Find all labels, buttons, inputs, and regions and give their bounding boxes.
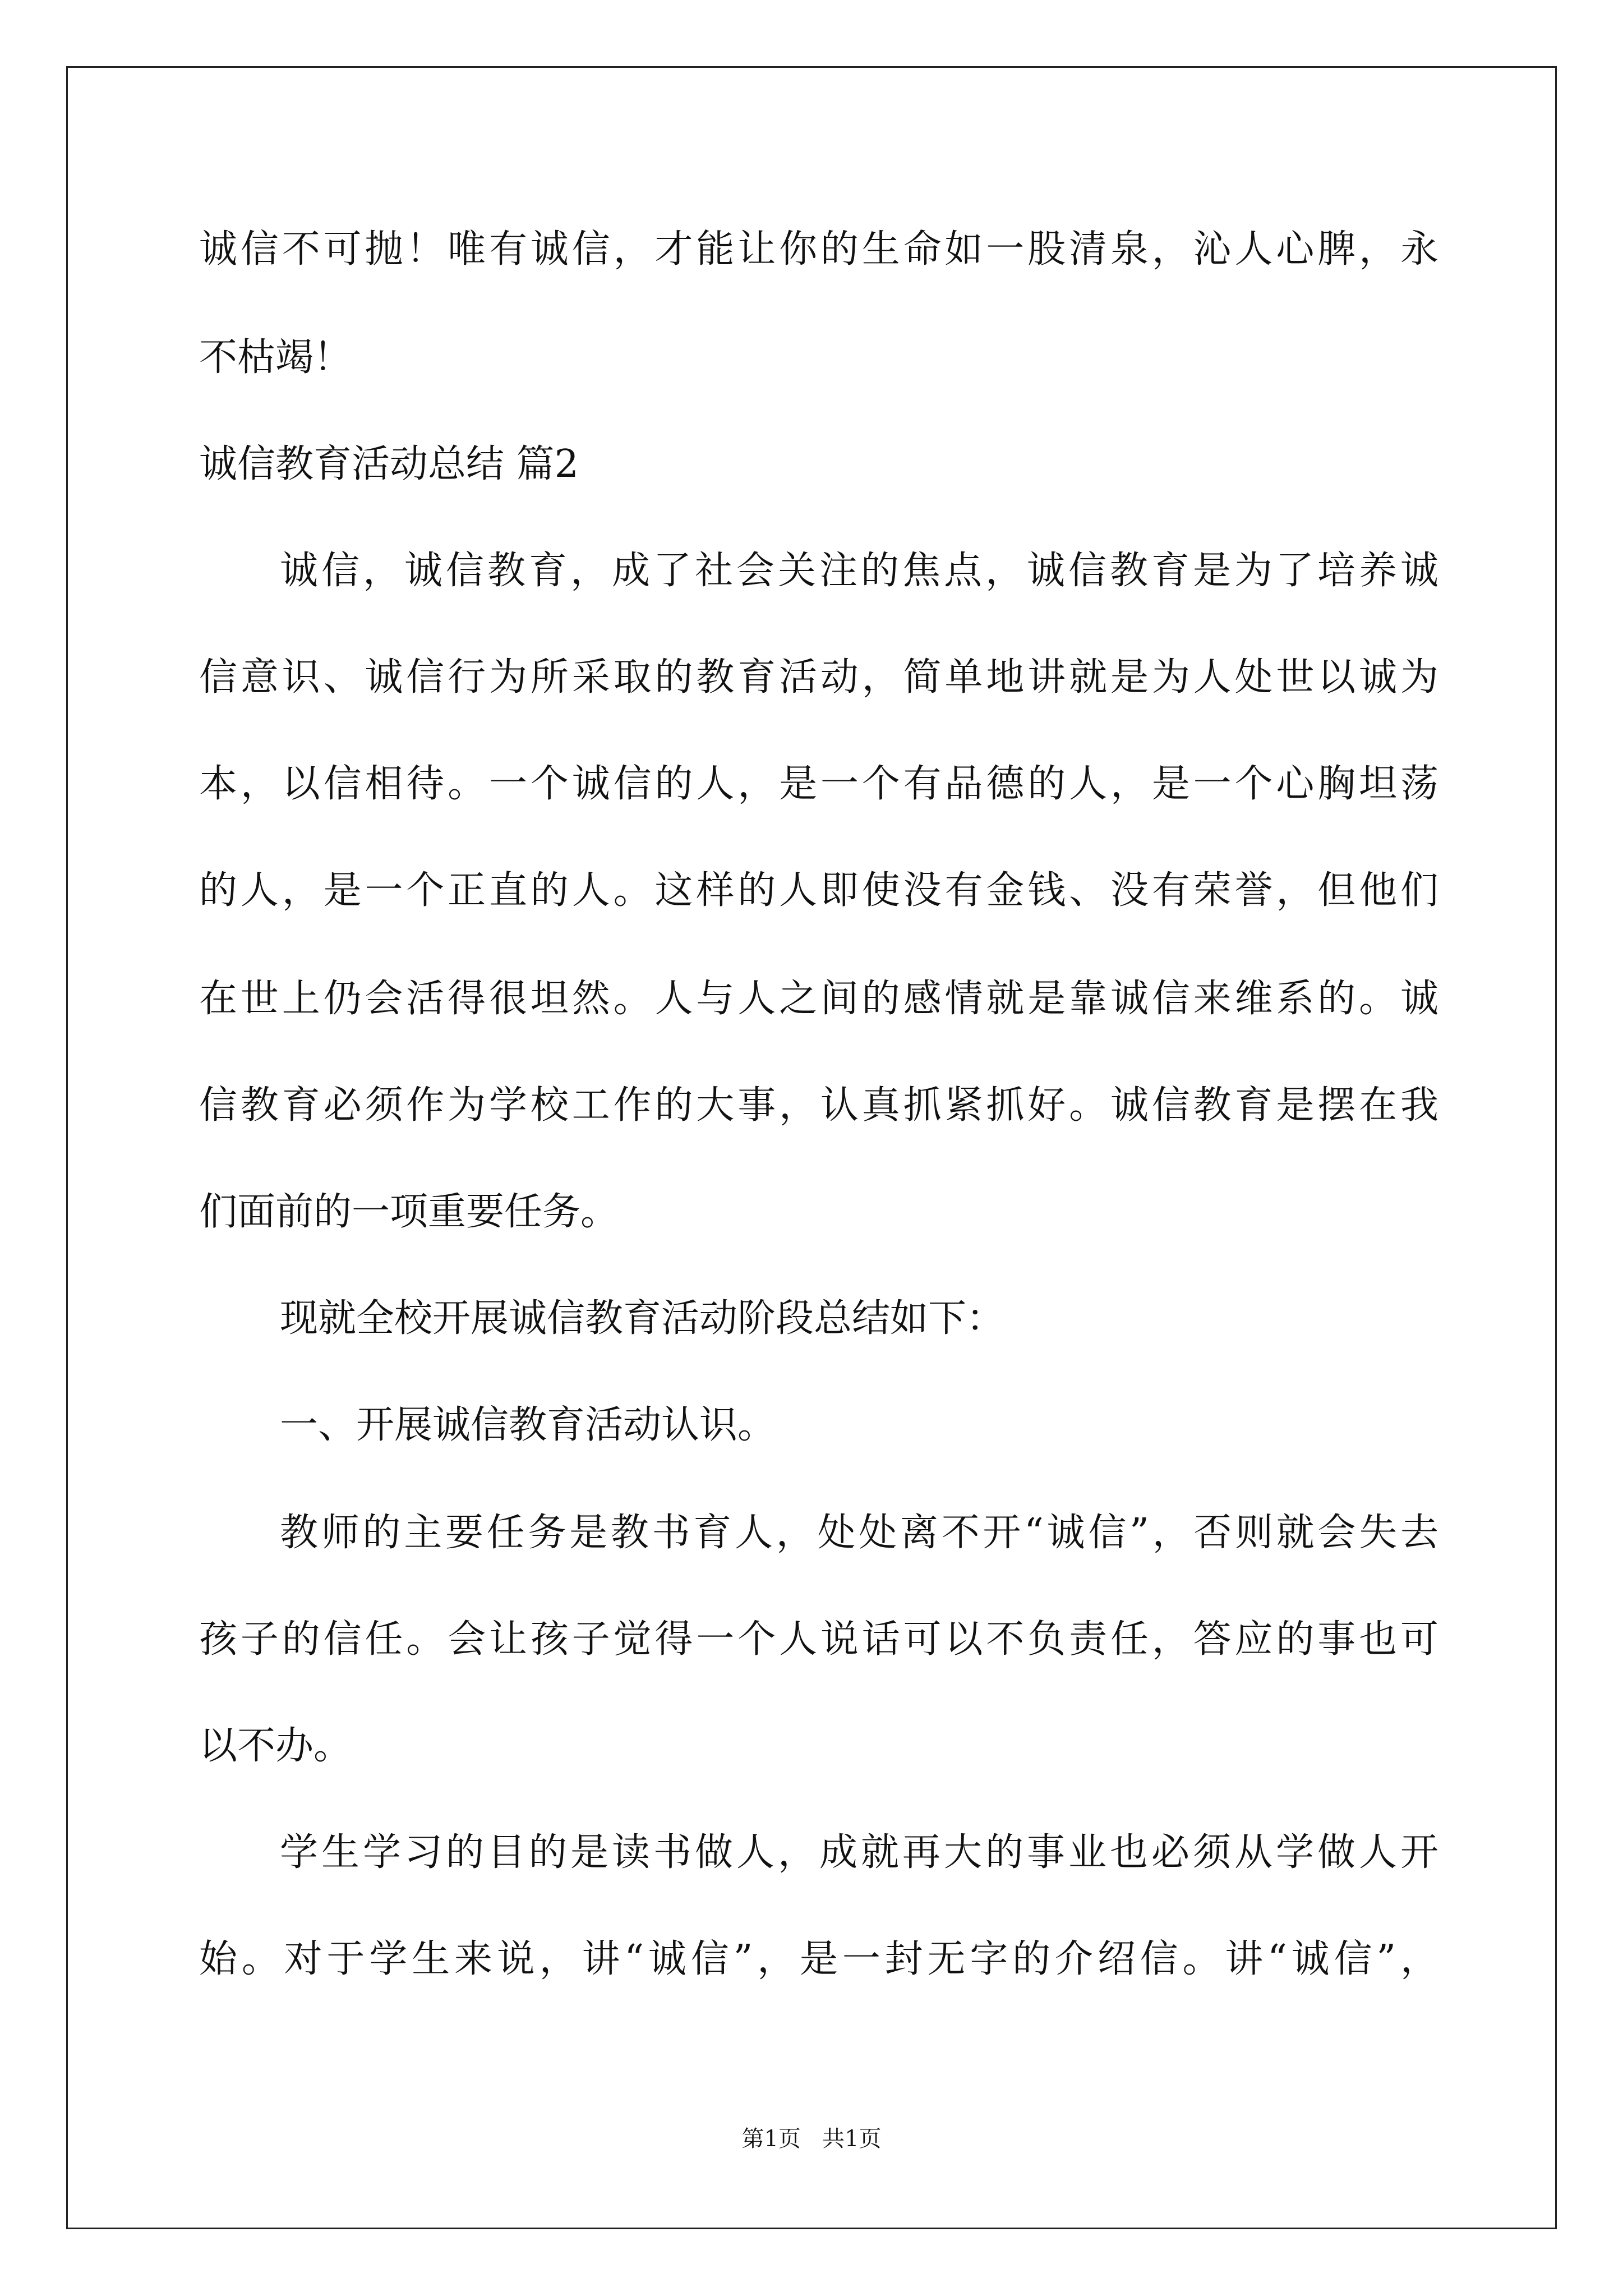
- paragraph-line: 诚信不可抛！唯有诚信，才能让你的生命如一股清泉，沁人心脾，永: [199, 227, 1438, 272]
- page-footer: 第1页 共1页: [741, 2126, 882, 2152]
- paragraph-line: 以不办。: [199, 1724, 352, 1768]
- paragraph-line: 的人，是一个正直的人。这样的人即使没有金钱、没有荣誉，但他们: [199, 868, 1438, 913]
- paragraph-line: 现就全校开展诚信教育活动阶段总结如下：: [280, 1296, 1005, 1341]
- paragraph-line: 不枯竭！: [199, 335, 352, 380]
- paragraph-line: 孩子的信任。会让孩子觉得一个人说话可以不负责任，答应的事也可: [199, 1617, 1438, 1662]
- paragraph-line: 在世上仍会活得很坦然。人与人之间的感情就是靠诚信来维系的。诚: [199, 977, 1438, 1021]
- paragraph-line: 学生学习的目的是读书做人，成就再大的事业也必须从学做人开: [280, 1830, 1438, 1875]
- paragraph-line: 信意识、诚信行为所采取的教育活动，简单地讲就是为人处世以诚为: [199, 655, 1438, 700]
- paragraph-line: 教师的主要任务是教书育人，处处离不开“诚信”，否则就会失去: [280, 1511, 1438, 1555]
- paragraph-line: 诚信，诚信教育，成了社会关注的焦点，诚信教育是为了培养诚: [280, 549, 1438, 593]
- paragraph-line: 本，以信相待。一个诚信的人，是一个有品德的人，是一个心胸坦荡: [199, 762, 1438, 806]
- paragraph-line: 一、开展诚信教育活动认识。: [280, 1403, 776, 1447]
- paragraph-line: 们面前的一项重要任务。: [199, 1190, 619, 1234]
- page-border: [66, 66, 1557, 2229]
- paragraph-line: 信教育必须作为学校工作的大事，认真抓紧抓好。诚信教育是摆在我: [199, 1083, 1438, 1128]
- paragraph-line: 始。对于学生来说，讲“诚信”，是一封无字的介绍信。讲“诚信”，: [199, 1937, 1438, 1981]
- section-heading: 诚信教育活动总结 篇2: [199, 442, 579, 486]
